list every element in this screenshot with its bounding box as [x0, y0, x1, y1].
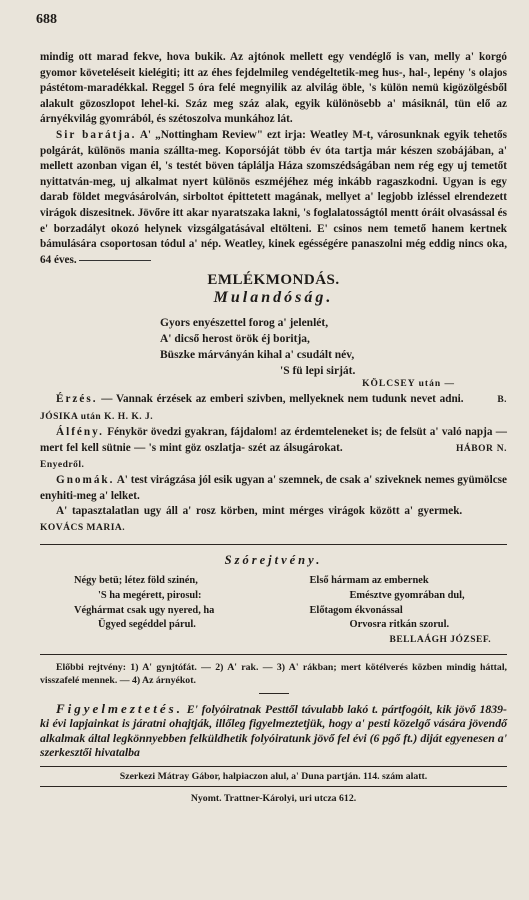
riddle: [40, 574, 507, 648]
alfeny-paragraph: [40, 425, 507, 473]
erzes-paragraph: [40, 392, 507, 425]
riddle-title: Szórejtvény.: [224, 552, 323, 567]
printer-line: Nyomt. Trattner-Károlyi, uri utcza 612.: [190, 792, 357, 804]
poem-signature: KÖLCSEY után —: [362, 379, 455, 390]
gnomak-paragraph: [40, 473, 507, 504]
divider: [40, 544, 507, 545]
alfeny-lead: Álfény.: [56, 426, 104, 439]
section-title: EMLÉKMONDÁS.: [207, 272, 340, 289]
riddle-right-column: [274, 574, 508, 648]
solution-text: 1) A' gynjtófát. — 2) A' rak. — 3) A' rákban; mert kötélverés közben mindig háttal, visszafelé mennek. — 4) Az árnyékot.: [40, 661, 507, 686]
notice-text: E' folyóiratnak Pesttől távulabb lakó t. pártfogóit, kik jövő 1839-ki évi lapjainkat is járatni ohajtják, illőleg figyelmeztetjük, hogy a' pesti közelgő vására jövendő alkalmak által legkönnyebben felküldhetik folyóiratunk jövő fel évi (6 pgő ft.) diját egyenesen a' szerkesztői hivatalba: [40, 701, 507, 760]
notice-lead: Figyelmeztetés.: [56, 700, 183, 716]
erzes-signature: B. JÓSIKA után K. H. K. J.: [40, 395, 508, 422]
poem-line: A' dicső herost örök éj boritja,: [160, 333, 310, 346]
gnomak-text-1: A' test virágzása jól esik ugyan a' szemnek, de csak a' sziveknek nemes gyümölcse enyhiti-meg a' lelket.: [40, 474, 507, 502]
erzes-lead: Érzés.: [56, 393, 98, 406]
page-number: 688: [36, 12, 57, 27]
paragraph-2-text: A' „Nottingham Review" ezt irja: Weatley M-t, városunknak egyik tehetős polgárát, különös mania szállta-meg. Koporsóját több év óta tartja már készen szobájában, a' mellett azonban vigan él, 's testét böven táplálja Háza szomszédságában nem rég egy uj temetőt nyittatván-meg, uj alkalmat nyert különös eszméjéhez még inkább ragaszkodni. Ugyan is egy darab földet megvásárolván, sirboltot épittetett magának, mellyet a' legjobb izléssel elrendezett virágok diszesitnek. Jövőre itt akar nyaratszaka lakni, 's foglalatosságtól mentt óráit olvasással és e' borzadályt okozó helynek vizsgálgatásával eltölteni. E' csinos nem temető hanem kertnek bámulására csoportosan tódul a' nép. Weatley, kinek egésségére panaszolni még eddig nincs oka, 64 éves.: [40, 128, 507, 266]
end-rule: [79, 260, 151, 261]
riddle-line: 'S ha megérett, pirosul:: [98, 589, 202, 601]
riddle-line: Előtagom ékvonással: [309, 604, 403, 616]
alfeny-signature: HÁBOR N. Enyedről.: [40, 443, 507, 470]
poem-line: Gyors enyészettel forog a' jelenlét,: [160, 317, 329, 330]
poem-line: Büszke márványán kihal a' csudált név,: [160, 349, 355, 362]
gnomak-text-2: A' tapasztalatlan ugy áll a' rosz körben, mint mérges virágok között a' gyermek.: [56, 505, 463, 518]
alfeny-text: Fénykör övedzi gyakran, fájdalom! az érdemteleneket is; de felsüt a' való napja — mert fel kell sütnie — 's mint göz oszlatja- szét az álsugárokat.: [40, 426, 507, 454]
riddle-left-column: [40, 574, 274, 648]
riddle-line: Orvosra ritkán szorul.: [349, 619, 450, 631]
riddle-signature: BELLAÁGH JÓZSEF.: [389, 635, 492, 646]
gnomak-lead: Gnomák.: [56, 474, 115, 487]
poem: [160, 315, 507, 379]
editor-line: Szerkezi Mátray Gábor, halpiaczon alul, a' Duna partján. 114. szám alatt.: [40, 766, 507, 787]
gnomak-signature: KOVÁCS MARIA.: [40, 522, 126, 533]
notice: [40, 702, 507, 760]
paragraph-2: [40, 128, 507, 268]
riddle-line: Emésztve gyomrában dul,: [349, 589, 465, 601]
divider: [40, 654, 507, 655]
erzes-text: — Vannak érzések az emberi szivben, mellyeknek nem tudunk nevet adni.: [101, 393, 464, 406]
paragraph-2-lead: Sir barátja.: [56, 128, 137, 141]
section-subtitle: Mulandóság.: [213, 289, 334, 307]
riddle-line: Ügyed segéddel párul.: [98, 619, 196, 631]
riddle-line: Négy betü; létez föld szinén,: [74, 574, 198, 586]
solution-lead: Előbbi rejtvény:: [56, 661, 126, 673]
previous-riddle-solution: [40, 661, 507, 687]
riddle-line: Első hármam az embernek: [309, 574, 429, 586]
riddle-line: Véghármat csak ugy nyered, ha: [74, 604, 215, 616]
gnomak-paragraph-2: [40, 504, 507, 536]
poem-line: 'S fü lepi sirját.: [280, 365, 356, 378]
short-divider: [259, 693, 289, 694]
paragraph-1: mindig ott marad fekve, hova bukik. Az ajtónok mellett egy vendéglő is van, melly a' korgó gyomor követeléseit kielégiti; itt az éhes fejdelmileg vendégeltetik-meg hus-, hal-, lepény 's olajos pástétom-maradékkal. Reggel 5 óra felé megnyilik az alvilág öble, 's külön nemü kigözölgésből alakult gözoszlopot lehel-ki. Száz meg száz alak, egyik különösebb a' másiknál, tün elő az árnyékvilág gyomrából, és szétoszolva munkához lát.: [40, 51, 507, 126]
